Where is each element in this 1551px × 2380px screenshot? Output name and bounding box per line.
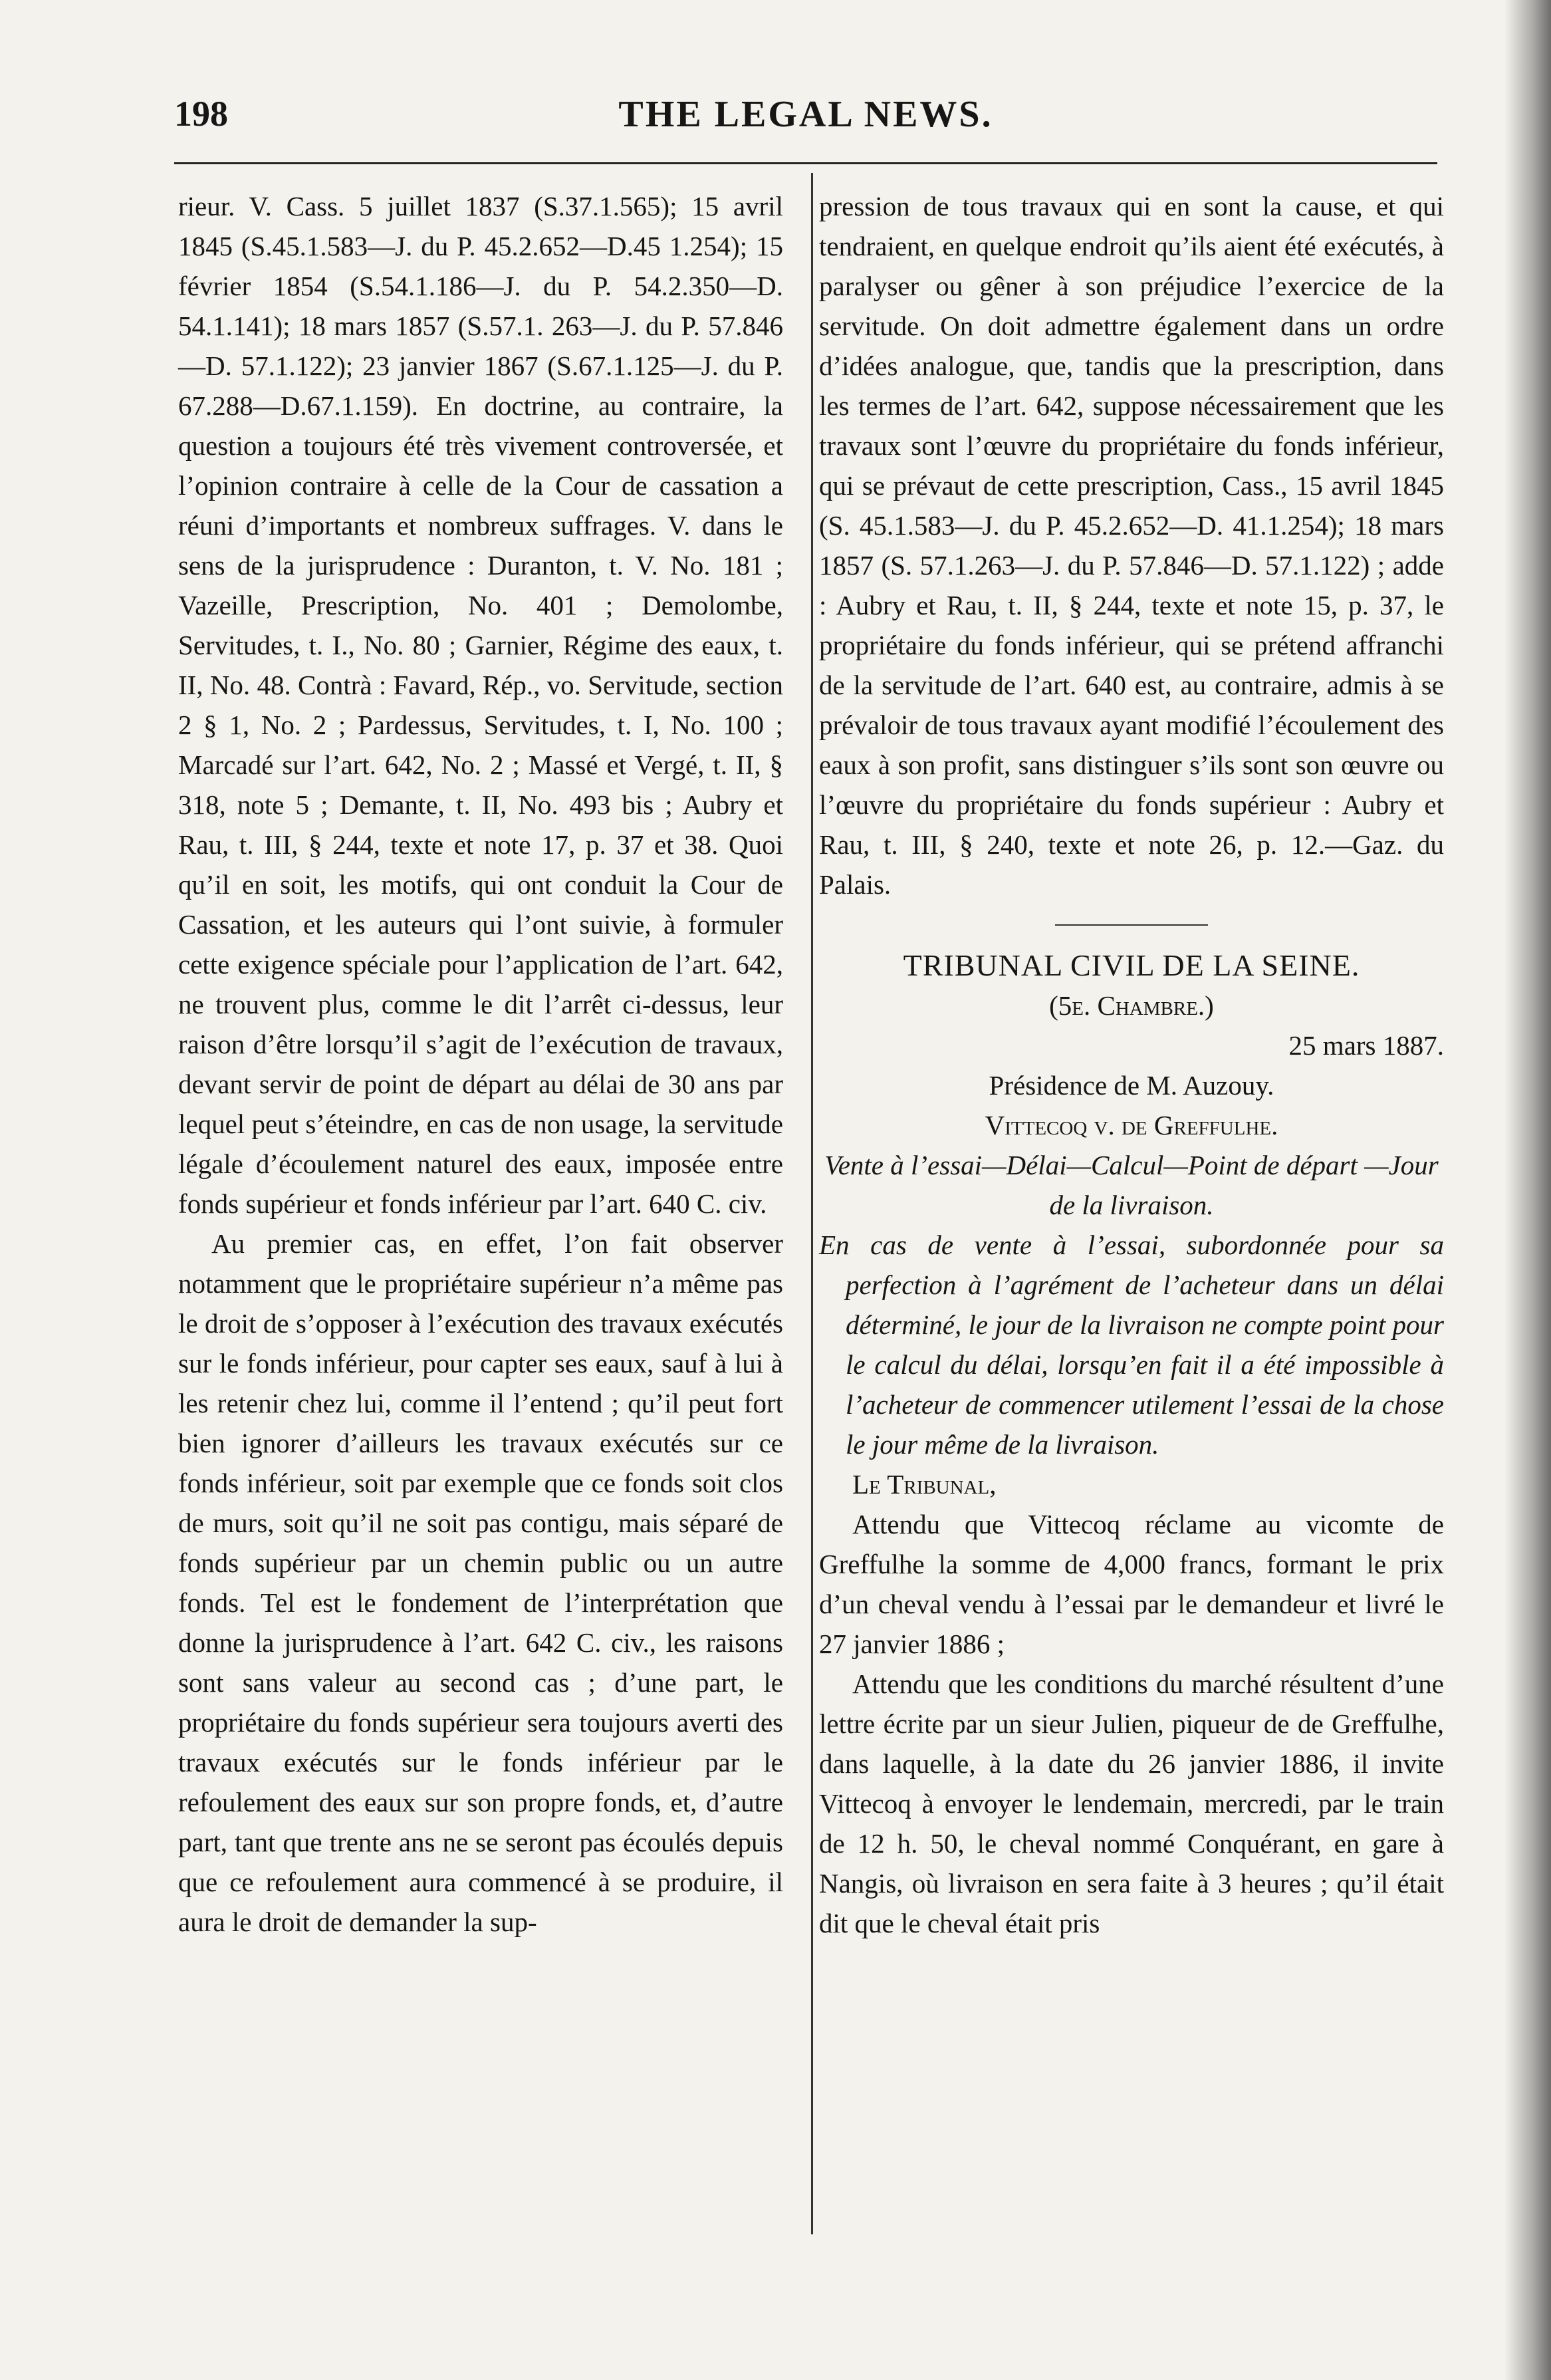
court-heading: TRIBUNAL CIVIL DE LA SEINE. [903,948,1360,982]
case-summary: En cas de vente à l’essai, subordonnée pour sa perfection à l’agrément de l’acheteur dans un délai déterminé, le jour de la livraison ne compte point pour le calcul du délai, lorsqu’en fait il a été impossible à l’acheteur de commencer utilement l’essai de la chose le jour même de la livraison. [819,1230,1444,1460]
left-column [178,186,783,1942]
right-paragraph-3: Attendu que les conditions du marché résultent d’une lettre écrite par un sieur Julien, piqueur de de Greffulhe, dans laquelle, à la date du 26 janvier 1886, il invite Vittecoq à envoyer le lendemain, mercredi, par le train de 12 h. 50, le cheval nommé Conquérant, en gare à Nangis, où livraison en sera faite à 3 heures ; qu’il était dit que le cheval était pris [819,1668,1444,1938]
left-paragraph-2: Au premier cas, en effet, l’on fait observer notamment que le propriétaire supérieur n’a même pas le droit de s’opposer à l’exécution des travaux exécutés sur le fonds inférieur, pour capter ses eaux, sauf à lui à les retenir chez lui, comme il l’entend ; qu’il peut fort bien ignorer d’ailleurs les travaux exécutés sur ce fonds inférieur, soit par exemple que ce fonds soit clos de murs, soit qu’il ne soit pas contigu, mais séparé de fonds supérieur par un chemin public ou un autre fonds. Tel est le fondement de l’interprétation que donne la jurisprudence à l’art. 642 C. civ., les raisons sont sans valeur au second cas ; d’une part, le propriétaire du fonds supérieur sera toujours averti des travaux exécutés sur le fonds inférieur par le refoulement des eaux sur son propre fonds, et, d’autre part, tant que trente ans ne se seront pas écoulés depuis que ce refoulement aura commencé à se produire, il aura le droit de demander la sup- [178,1228,783,1937]
column-divider [811,173,813,2234]
right-paragraph-2: Attendu que Vittecoq réclame au vicomte de Greffulhe la somme de 4,000 francs, formant le prix d’un cheval vendu à l’essai par le demandeur et livré le 27 janvier 1886 ; [819,1509,1444,1659]
section-separator [1055,924,1208,926]
page-number: 198 [174,94,228,134]
case-subject: Vente à l’essai—Délai—Calcul—Point de départ —Jour de la livraison. [824,1150,1439,1220]
header-rule [174,162,1437,164]
chamber-heading: (5e. Chambre.) [1049,990,1214,1021]
presidence-line: Présidence de M. Auzouy. [989,1070,1274,1101]
right-column [819,186,1444,1943]
page-edge-shadow [1504,0,1551,2380]
case-parties: Vittecoq v. de Greffulhe. [985,1110,1278,1140]
judgment-date: 25 mars 1887. [1288,1030,1444,1061]
tribunal-label: Le Tribunal, [852,1469,997,1500]
right-paragraph-1: pression de tous travaux qui en sont la cause, et qui tendraient, en quelque endroit qu’ils aient été exécutés, à paralyser ou gêner à son préjudice l’exercice de la servitude. On doit admettre également dans un ordre d’idées analogue, que, tandis que la prescription, dans les termes de l’art. 642, suppose nécessairement que les travaux sont l’œuvre du propriétaire du fonds inférieur, qui se prévaut de cette prescription, Cass., 15 avril 1845 (S. 45.1.583—J. du P. 45.2.652—D. 41.1.254); 18 mars 1857 (S. 57.1.263—J. du P. 57.846—D. 57.1.122) ; adde : Aubry et Rau, t. II, § 244, texte et note 15, p. 37, le propriétaire du fonds inférieur, qui se prétend affranchi de la servitude de l’art. 640 est, au contraire, admis à se prévaloir de tous travaux ayant modifié l’écoulement des eaux à son profit, sans distinguer s’ils sont son œuvre ou l’œuvre du propriétaire du fonds supérieur : Aubry et Rau, t. III, § 240, texte et note 26, p. 12.—Gaz. du Palais. [819,191,1444,900]
left-paragraph-1: rieur. V. Cass. 5 juillet 1837 (S.37.1.565); 15 avril 1845 (S.45.1.583—J. du P. 45.2.652—D.45 1.254); 15 février 1854 (S.54.1.186—J. du P. 54.2.350—D. 54.1.141); 18 mars 1857 (S.57.1. 263—J. du P. 57.846—D. 57.1.122); 23 janvier 1867 (S.67.1.125—J. du P. 67.288—D.67.1.159). En doctrine, au contraire, la question a toujours été très vivement controversée, et l’opinion contraire à celle de la Cour de cassation a réuni d’importants et nombreux suffrages. V. dans le sens de la jurisprudence : Duranton, t. V. No. 181 ; Vazeille, Prescription, No. 401 ; Demolombe, Servitudes, t. I., No. 80 ; Garnier, Régime des eaux, t. II, No. 48. Contrà : Favard, Rép., vo. Servitude, section 2 § 1, No. 2 ; Pardessus, Servitudes, t. I, No. 100 ; Marcadé sur l’art. 642, No. 2 ; Massé et Vergé, t. II, § 318, note 5 ; Demante, t. II, No. 493 bis ; Aubry et Rau, t. III, § 244, texte et note 17, p. 37 et 38. Quoi qu’il en soit, les motifs, qui ont conduit la Cour de Cassation, et les auteurs qui l’ont suivie, à formuler cette exigence spéciale pour l’application de l’art. 642, ne trouvent plus, comme le dit l’arrêt ci-dessus, leur raison d’être lorsqu’il s’agit de l’exécution de travaux, devant servir de point de départ au délai de 30 ans par lequel peut s’éteindre, en cas de non usage, la servitude légale d’écoulement naturel des eaux, imposée entre fonds supérieur et fonds inférieur par l’art. 640 C. civ. [178,191,783,1219]
running-title: THE LEGAL NEWS. [618,94,993,135]
page-header [174,93,1437,146]
